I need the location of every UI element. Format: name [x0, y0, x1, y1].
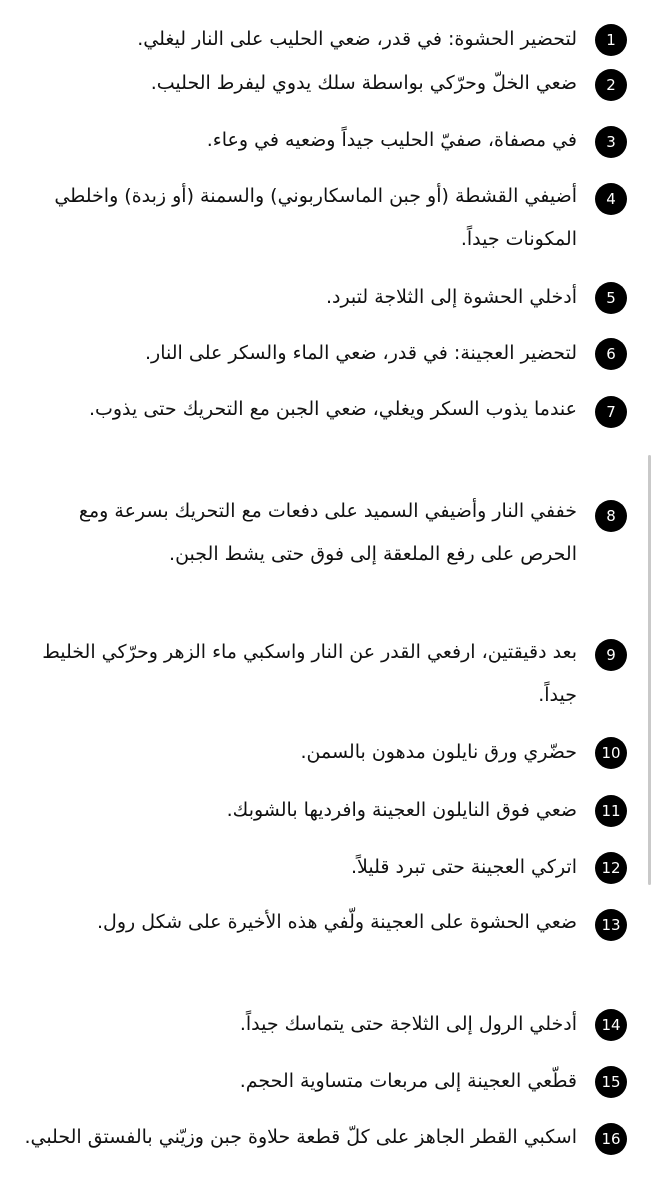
step-text: خففي النار وأضيفي السميد على دفعات مع التحريك بسرعة ومع الحرص على رفع الملعقة إلى فوق حتى يشط الجبن. [78, 500, 577, 565]
step-text: ضعي الحشوة على العجينة ولّفي هذه الأخيرة على شكل رول. [96, 911, 577, 933]
step-text: عندما يذوب السكر ويغلي، ضعي الجبن مع التحريك حتى يذوب. [88, 398, 577, 420]
step-text: ضعي فوق النايلون العجينة وافرديها بالشوبك. [226, 799, 577, 821]
step-number-badge: 15 [595, 1066, 627, 1098]
step-number-badge: 11 [595, 795, 627, 827]
scrollbar[interactable] [648, 455, 651, 885]
step-text: اتركي العجينة حتى تبرد قليلاً. [350, 856, 577, 878]
step-text: لتحضير العجينة: في قدر، ضعي الماء والسكر على النار. [145, 342, 577, 364]
step-text: في مصفاة، صفيّ الحليب جيداً وضعيه في وعاء. [206, 129, 577, 151]
step-number-badge: 1 [595, 24, 627, 56]
step-text: قطّعي العجينة إلى مربعات متساوية الحجم. [239, 1070, 577, 1092]
step-number-badge: 9 [595, 639, 627, 671]
step-number-badge: 10 [595, 737, 627, 769]
step-text: لتحضير الحشوة: في قدر، ضعي الحليب على النار ليغلي. [137, 28, 577, 50]
step-number-badge: 13 [595, 909, 627, 941]
step-number-badge: 4 [595, 183, 627, 215]
step-number-badge: 14 [595, 1009, 627, 1041]
step-number-badge: 7 [595, 396, 627, 428]
step-number-badge: 5 [595, 282, 627, 314]
step-number-badge: 2 [595, 69, 627, 101]
step-text: حضّري ورق نايلون مدهون بالسمن. [300, 741, 577, 763]
step-text: بعد دقيقتين، ارفعي القدر عن النار واسكبي ماء الزهر وحرّكي الخليط جيداً. [42, 641, 577, 706]
step-text: اسكبي القطر الجاهز على كلّ قطعة حلاوة جبن وزيّني بالفستق الحلبي. [24, 1126, 577, 1148]
step-text: أدخلي الرول إلى الثلاجة حتى يتماسك جيداً. [239, 1013, 577, 1035]
step-number-badge: 16 [595, 1123, 627, 1155]
step-text: أدخلي الحشوة إلى الثلاجة لتبرد. [325, 286, 577, 308]
step-number-badge: 8 [595, 500, 627, 532]
step-number-badge: 12 [595, 852, 627, 884]
step-number-badge: 3 [595, 126, 627, 158]
step-text: أضيفي القشطة (أو جبن الماسكاربوني) والسمنة (أو زبدة) واخلطي المكونات جيداً. [54, 185, 577, 250]
step-number-badge: 6 [595, 338, 627, 370]
step-text: ضعي الخلّ وحرّكي بواسطة سلك يدوي ليفرط الحليب. [150, 72, 577, 94]
